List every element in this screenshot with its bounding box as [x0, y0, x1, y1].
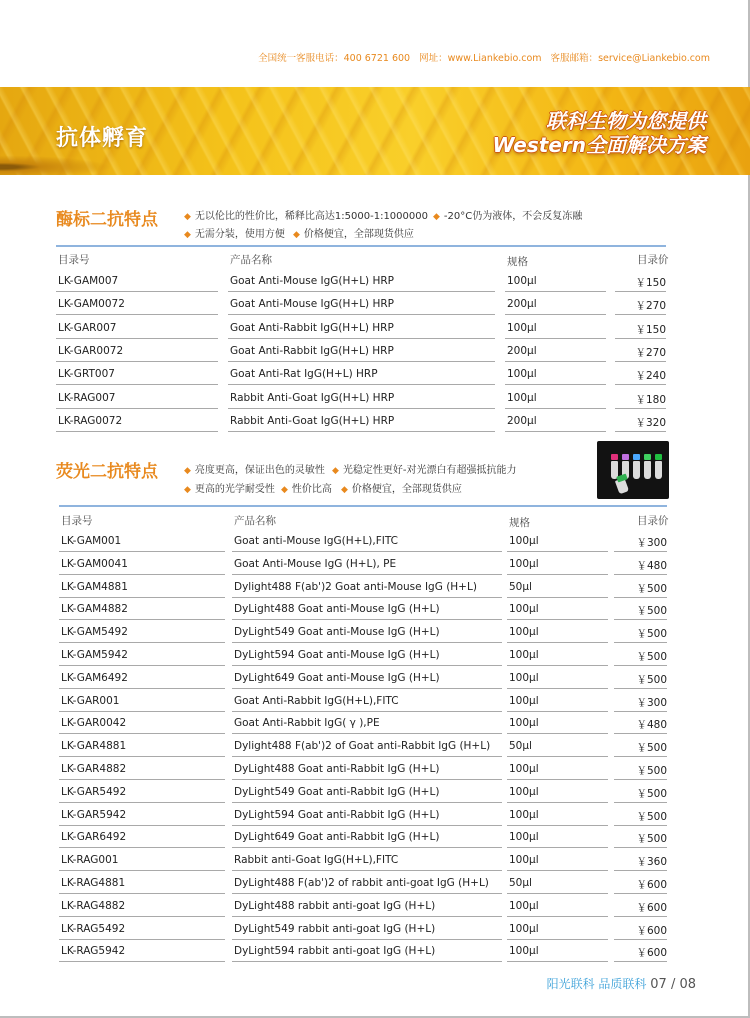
row-divider — [59, 665, 225, 666]
catalog-cell: LK-GAM001 — [61, 535, 122, 547]
row-divider — [505, 408, 606, 409]
price-cell: ￥500 — [636, 582, 667, 595]
catalog-cell: LK-GAR5492 — [61, 785, 127, 798]
row-divider — [59, 551, 225, 552]
row-divider — [228, 338, 495, 339]
row-divider — [232, 961, 502, 962]
section1-col-price: 目录价 — [637, 254, 669, 266]
product-name-cell: DyLight594 Goat anti-Rabbit IgG (H+L) — [234, 808, 440, 821]
section2-feature: ◆ 更高的光学耐受性 — [184, 484, 275, 495]
spec-cell: 100μl — [509, 831, 539, 844]
row-divider — [228, 431, 495, 432]
row-divider — [232, 642, 502, 643]
row-divider — [507, 916, 608, 917]
catalog-cell: LK-RAG5492 — [61, 922, 126, 935]
price-cell: ￥600 — [636, 879, 667, 891]
banner-slogan — [493, 109, 706, 157]
section1-feature: ◆ -20°C仍为液体，不会反复冻融 — [433, 211, 583, 222]
row-divider — [59, 916, 225, 917]
row-divider — [59, 802, 225, 803]
row-divider — [507, 619, 608, 620]
product-name-cell: Dylight488 F(ab')2 Goat anti-Mouse IgG (H+L) — [234, 580, 477, 593]
slogan-line-2: Western全面解决方案 — [492, 133, 706, 157]
row-divider — [505, 314, 606, 315]
row-divider — [505, 361, 606, 362]
spec-cell: 100μl — [507, 275, 537, 287]
row-divider — [615, 338, 666, 339]
row-divider — [614, 870, 667, 871]
catalog-cell: LK-GRT007 — [58, 368, 115, 381]
diamond-bullet-icon: ◆ — [184, 230, 191, 240]
banner-title: 抗体孵育 — [56, 126, 149, 151]
product-name-cell: DyLight649 Goat anti-Mouse IgG (H+L) — [234, 671, 440, 684]
product-name-cell: DyLight594 rabbit anti-goat IgG (H+L) — [234, 945, 436, 958]
row-divider — [59, 574, 225, 575]
row-divider — [614, 893, 667, 894]
row-divider — [505, 291, 606, 292]
catalog-cell: LK-RAG007 — [58, 391, 116, 404]
row-divider — [228, 291, 495, 292]
row-divider — [507, 870, 608, 871]
row-divider — [232, 756, 502, 757]
row-divider — [232, 939, 502, 940]
spec-cell: 100μl — [509, 717, 539, 730]
catalog-cell: LK-GAM0041 — [61, 557, 128, 570]
spec-cell: 100μl — [507, 321, 537, 334]
spec-cell: 100μl — [509, 626, 539, 639]
row-divider — [59, 688, 225, 689]
row-divider — [59, 870, 225, 871]
product-name-cell: Rabbit anti-Goat IgG(H+L),FITC — [234, 854, 399, 867]
row-divider — [56, 291, 218, 292]
section1-col-spec: 规格 — [507, 256, 528, 268]
spec-cell: 100μl — [509, 694, 539, 707]
catalog-cell: LK-GAR007 — [58, 321, 117, 334]
row-divider — [59, 597, 225, 598]
product-name-cell: DyLight488 Goat anti-Rabbit IgG (H+L) — [234, 763, 440, 775]
row-divider — [56, 361, 218, 362]
row-divider — [232, 916, 502, 917]
row-divider — [507, 551, 608, 552]
price-cell: ￥500 — [636, 787, 667, 800]
row-divider — [232, 574, 502, 575]
section1-col-catalog: 目录号 — [58, 254, 90, 266]
spec-cell: 100μl — [509, 671, 539, 684]
section1-col-name: 产品名称 — [230, 254, 272, 266]
price-cell: ￥500 — [636, 833, 667, 846]
price-cell: ￥480 — [636, 559, 667, 572]
row-divider — [232, 733, 502, 734]
row-divider — [614, 847, 667, 848]
catalog-cell: LK-RAG4881 — [61, 877, 126, 889]
row-divider — [507, 711, 608, 712]
row-divider — [228, 361, 495, 362]
row-divider — [232, 847, 502, 848]
row-divider — [507, 961, 608, 962]
section2-col-price: 目录价 — [637, 515, 669, 527]
page-number: 07 / 08 — [650, 977, 696, 992]
row-divider — [614, 551, 667, 552]
row-divider — [614, 597, 667, 598]
catalog-cell: LK-GAM4881 — [61, 580, 128, 593]
row-divider — [507, 688, 608, 689]
product-name-cell: Goat Anti-Rabbit IgG(H+L) HRP — [230, 321, 394, 334]
product-name-cell: Rabbit Anti-Goat IgG(H+L) HRP — [230, 391, 395, 404]
banner — [0, 87, 750, 175]
section2-col-spec: 规格 — [509, 517, 530, 529]
catalog-cell: LK-GAR6492 — [61, 831, 127, 844]
spec-cell: 100μl — [509, 603, 539, 616]
row-divider — [615, 408, 666, 409]
catalog-cell: LK-GAR4882 — [61, 763, 127, 775]
row-divider — [615, 431, 666, 432]
row-divider — [507, 939, 608, 940]
catalog-cell: LK-GAR4881 — [61, 740, 127, 753]
catalog-cell: LK-RAG0072 — [58, 414, 123, 427]
spec-cell: 100μl — [507, 391, 537, 404]
product-name-cell: Goat Anti-Rat IgG(H+L) HRP — [230, 368, 378, 381]
product-name-cell: Goat Anti-Mouse IgG(H+L) HRP — [230, 275, 395, 287]
product-name-cell: Goat Anti-Rabbit IgG( γ ),PE — [234, 717, 380, 730]
spec-cell: 200μl — [507, 414, 537, 427]
row-divider — [614, 825, 667, 826]
row-divider — [228, 314, 495, 315]
diamond-bullet-icon: ◆ — [433, 212, 440, 222]
product-name-cell: Rabbit Anti-Goat IgG(H+L) HRP — [230, 414, 395, 427]
row-divider — [56, 408, 218, 409]
row-divider — [228, 384, 495, 385]
row-divider — [232, 597, 502, 598]
hotline: 400 6721 600 — [343, 53, 411, 64]
section2-col-name: 产品名称 — [234, 515, 276, 527]
row-divider — [232, 619, 502, 620]
row-divider — [59, 619, 225, 620]
section2-title: 荧光二抗特点 — [56, 462, 158, 482]
row-divider — [507, 597, 608, 598]
row-divider — [507, 779, 608, 780]
row-divider — [59, 733, 225, 734]
row-divider — [614, 756, 667, 757]
row-divider — [232, 688, 502, 689]
section2-feature: ◆ 性价比高 — [281, 484, 332, 495]
section2-feature: ◆ 价格便宜，全部现货供应 — [341, 484, 462, 495]
spec-cell: 200μl — [507, 298, 537, 311]
product-name-cell: DyLight549 Goat anti-Rabbit IgG (H+L) — [234, 785, 440, 798]
row-divider — [56, 384, 218, 385]
product-name-cell: Dylight488 F(ab')2 of Goat anti-Rabbit IgG (H+L) — [234, 740, 491, 753]
price-cell: ￥480 — [636, 719, 667, 732]
product-name-cell: DyLight488 Goat anti-Mouse IgG (H+L) — [234, 603, 440, 616]
product-name-cell: Goat Anti-Mouse IgG(H+L) HRP — [230, 298, 395, 311]
spec-cell: 100μl — [509, 649, 539, 661]
product-name-cell: DyLight488 rabbit anti-goat IgG (H+L) — [234, 899, 436, 912]
row-divider — [505, 431, 606, 432]
price-cell: ￥500 — [636, 673, 667, 686]
row-divider — [507, 847, 608, 848]
fluorescent-tubes-icon — [597, 441, 669, 499]
product-name-cell: DyLight649 Goat anti-Rabbit IgG (H+L) — [234, 831, 440, 844]
row-divider — [232, 779, 502, 780]
spec-cell: 100μl — [509, 557, 539, 570]
catalog-cell: LK-GAR0042 — [61, 717, 127, 730]
spec-cell: 100μl — [509, 535, 539, 547]
row-divider — [614, 733, 667, 734]
price-cell: ￥270 — [635, 300, 666, 313]
row-divider — [59, 847, 225, 848]
row-divider — [507, 802, 608, 803]
row-divider — [56, 314, 218, 315]
catalog-cell: LK-GAR5942 — [61, 808, 127, 821]
catalog-cell: LK-GAR001 — [61, 694, 120, 707]
row-divider — [615, 291, 666, 292]
row-divider — [56, 338, 218, 339]
product-name-cell: DyLight488 F(ab')2 of rabbit anti-goat IgG (H+L) — [234, 877, 489, 889]
row-divider — [232, 802, 502, 803]
row-divider — [507, 893, 608, 894]
row-divider — [232, 893, 502, 894]
spec-cell: 100μl — [509, 808, 539, 821]
row-divider — [59, 961, 225, 962]
diamond-bullet-icon: ◆ — [184, 466, 191, 476]
product-name-cell: Goat anti-Mouse IgG(H+L),FITC — [234, 535, 399, 547]
row-divider — [505, 384, 606, 385]
catalog-cell: LK-RAG4882 — [61, 899, 126, 912]
row-divider — [614, 802, 667, 803]
row-divider — [507, 756, 608, 757]
price-cell: ￥180 — [635, 393, 666, 406]
row-divider — [614, 916, 667, 917]
spec-cell: 200μl — [507, 344, 537, 357]
catalog-cell: LK-GAM6492 — [61, 671, 128, 684]
row-divider — [232, 870, 502, 871]
product-name-cell: Goat Anti-Rabbit IgG(H+L) HRP — [230, 344, 394, 357]
price-cell: ￥270 — [635, 346, 666, 359]
hotline-label: 全国统一客服电话： — [258, 53, 344, 64]
catalog-cell: LK-GAM0072 — [58, 298, 125, 311]
row-divider — [59, 642, 225, 643]
row-divider — [59, 779, 225, 780]
row-divider — [614, 939, 667, 940]
price-cell: ￥500 — [636, 810, 667, 823]
row-divider — [614, 619, 667, 620]
row-divider — [507, 733, 608, 734]
section2-feature: ◆ 亮度更高，保证出色的灵敏性 — [184, 465, 325, 476]
price-cell: ￥240 — [635, 370, 666, 383]
row-divider — [56, 431, 218, 432]
spec-cell: 100μl — [509, 785, 539, 798]
section1-feature: ◆ 价格便宜，全部现货供应 — [293, 229, 414, 240]
row-divider — [59, 893, 225, 894]
product-name-cell: DyLight594 Goat anti-Mouse IgG (H+L) — [234, 649, 440, 661]
spec-cell: 100μl — [509, 922, 539, 935]
price-cell: ￥360 — [636, 856, 667, 869]
slogan-line-1: 联科生物为您提供 — [546, 109, 706, 133]
price-cell: ￥300 — [636, 537, 667, 549]
price-cell: ￥150 — [635, 277, 666, 289]
email-link[interactable]: service@Liankebio.com — [598, 53, 710, 64]
price-cell: ￥150 — [635, 323, 666, 336]
row-divider — [615, 384, 666, 385]
diamond-bullet-icon: ◆ — [184, 212, 191, 222]
row-divider — [614, 574, 667, 575]
contact-line — [252, 50, 710, 64]
diamond-bullet-icon: ◆ — [281, 485, 288, 495]
row-divider — [507, 825, 608, 826]
product-name-cell: DyLight549 Goat anti-Mouse IgG (H+L) — [234, 626, 440, 639]
row-divider — [232, 551, 502, 552]
email-label: 客服邮箱： — [550, 53, 599, 64]
price-cell: ￥500 — [636, 742, 667, 755]
row-divider — [59, 825, 225, 826]
spec-cell: 100μl — [509, 854, 539, 867]
row-divider — [59, 756, 225, 757]
row-divider — [614, 961, 667, 962]
row-divider — [228, 408, 495, 409]
footer — [547, 975, 696, 992]
row-divider — [59, 711, 225, 712]
spec-cell: 100μl — [509, 945, 539, 958]
spec-cell: 100μl — [509, 763, 539, 775]
price-cell: ￥500 — [636, 651, 667, 663]
diamond-bullet-icon: ◆ — [293, 230, 300, 240]
diamond-bullet-icon: ◆ — [341, 485, 348, 495]
section1-feature: ◆ 无以伦比的性价比，稀释比高达1:5000-1:1000000 — [184, 211, 428, 222]
spec-cell: 100μl — [509, 899, 539, 912]
section1-title: 酶标二抗特点 — [56, 210, 158, 230]
catalog-cell: LK-GAM007 — [58, 275, 119, 287]
spec-cell: 50μl — [509, 740, 532, 753]
row-divider — [614, 688, 667, 689]
section2-header-rule — [59, 505, 667, 507]
row-divider — [507, 665, 608, 666]
spec-cell: 100μl — [507, 368, 537, 381]
row-divider — [614, 711, 667, 712]
row-divider — [232, 665, 502, 666]
website-label: 网址： — [419, 53, 448, 64]
section1-feature: ◆ 无需分装，使用方便 — [184, 229, 285, 240]
website-link[interactable]: www.Liankebio.com — [447, 53, 542, 64]
diamond-bullet-icon: ◆ — [332, 466, 339, 476]
row-divider — [505, 338, 606, 339]
spec-cell: 50μl — [509, 580, 532, 593]
price-cell: ￥320 — [635, 416, 666, 429]
price-cell: ￥500 — [636, 605, 667, 618]
product-name-cell: DyLight549 rabbit anti-goat IgG (H+L) — [234, 922, 436, 935]
row-divider — [232, 825, 502, 826]
diamond-bullet-icon: ◆ — [184, 485, 191, 495]
price-cell: ￥600 — [636, 924, 667, 937]
row-divider — [615, 361, 666, 362]
row-divider — [59, 939, 225, 940]
catalog-cell: LK-RAG001 — [61, 854, 119, 867]
row-divider — [507, 574, 608, 575]
price-cell: ￥500 — [636, 765, 667, 777]
catalog-cell: LK-GAR0072 — [58, 344, 124, 357]
section2-col-catalog: 目录号 — [61, 515, 93, 527]
catalog-cell: LK-GAM5492 — [61, 626, 128, 639]
catalog-cell: LK-RAG5942 — [61, 945, 126, 958]
row-divider — [507, 642, 608, 643]
section2-feature: ◆ 光稳定性更好-对光漂白有超强抵抗能力 — [332, 465, 517, 476]
spec-cell: 50μl — [509, 877, 532, 889]
price-cell: ￥600 — [636, 947, 667, 960]
row-divider — [615, 314, 666, 315]
row-divider — [614, 779, 667, 780]
price-cell: ￥500 — [636, 628, 667, 641]
row-divider — [614, 642, 667, 643]
row-divider — [232, 711, 502, 712]
footer-slogan: 阳光联科 品质联科 — [546, 977, 647, 991]
catalog-cell: LK-GAM4882 — [61, 603, 128, 616]
section1-header-rule — [56, 245, 666, 247]
catalog-cell: LK-GAM5942 — [61, 649, 128, 661]
price-cell: ￥600 — [636, 901, 667, 914]
product-name-cell: Goat Anti-Rabbit IgG(H+L),FITC — [234, 694, 399, 707]
price-cell: ￥300 — [636, 696, 667, 709]
row-divider — [614, 665, 667, 666]
product-name-cell: Goat Anti-Mouse IgG (H+L), PE — [234, 557, 397, 570]
